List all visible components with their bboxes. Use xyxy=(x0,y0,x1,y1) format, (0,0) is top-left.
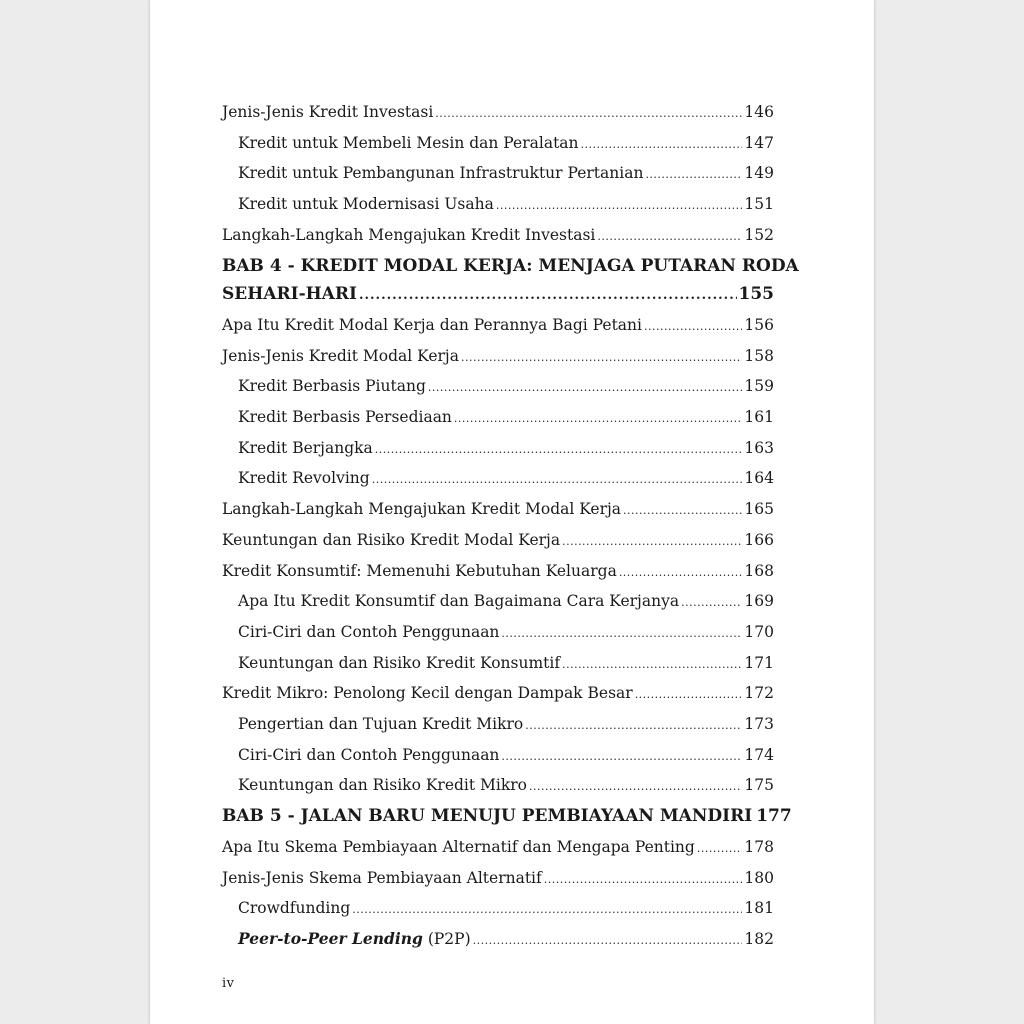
toc-entry-title xyxy=(238,925,471,954)
toc-entry-title: Kredit Berbasis Piutang xyxy=(238,377,426,396)
toc-entry-title: Kredit Revolving xyxy=(238,469,370,488)
dot-leader xyxy=(581,131,743,160)
toc-entry[interactable] xyxy=(222,403,774,434)
toc-entry-page: 166 xyxy=(744,530,774,549)
dot-leader xyxy=(644,313,742,342)
toc-entry-page: 158 xyxy=(744,346,774,365)
dot-leader xyxy=(544,866,743,895)
toc-entry-page: 170 xyxy=(744,622,774,641)
toc-chapter-4[interactable] xyxy=(222,280,774,311)
toc-entry[interactable] xyxy=(222,771,774,802)
dot-leader xyxy=(435,100,742,129)
toc-entry-page: 149 xyxy=(744,164,774,183)
toc-entry-title: Kredit Konsumtif: Memenuhi Kebutuhan Keluarga xyxy=(222,561,617,580)
dot-leader xyxy=(562,651,742,680)
toc-entry-page: 181 xyxy=(744,899,774,918)
dot-leader xyxy=(619,559,743,588)
toc-chapter-4-page: 155 xyxy=(738,284,774,305)
toc-entry-page: 178 xyxy=(744,837,774,856)
dot-leader xyxy=(454,405,742,434)
toc-entry[interactable] xyxy=(222,526,774,557)
toc-entry[interactable] xyxy=(222,557,774,588)
toc-block-chapter3-tail xyxy=(222,98,774,252)
toc-entry-title: Pengertian dan Tujuan Kredit Mikro xyxy=(238,715,524,734)
toc-entry[interactable] xyxy=(222,649,774,680)
toc-entry-title: Crowdfunding xyxy=(238,899,351,918)
toc-entry-title: Jenis-Jenis Kredit Modal Kerja xyxy=(222,346,459,365)
toc-entry[interactable] xyxy=(222,833,774,864)
p2p-italic-title: Peer-to-Peer Lending xyxy=(238,928,423,948)
dot-leader xyxy=(428,374,743,403)
dot-leader xyxy=(359,282,737,311)
toc-entry-page: 175 xyxy=(744,776,774,795)
dot-leader xyxy=(623,497,742,526)
toc-entry-title: Jenis-Jenis Skema Pembiayaan Alternatif xyxy=(222,868,542,887)
toc-chapter-4-line1: BAB 4 - KREDIT MODAL KERJA: MENJAGA PUTARAN RODA xyxy=(222,255,799,276)
dot-leader xyxy=(681,589,742,618)
toc-chapter-4-line2: SEHARI-HARI xyxy=(222,284,357,305)
toc-block-chapter5 xyxy=(222,833,774,925)
toc-entry-page: 146 xyxy=(744,103,774,121)
toc-entry-page: 159 xyxy=(744,377,774,396)
toc-entry-title: Kredit untuk Membeli Mesin dan Peralatan xyxy=(238,133,579,152)
toc-entry[interactable] xyxy=(222,710,774,741)
toc-entry-title: Langkah-Langkah Mengajukan Kredit Investasi xyxy=(222,225,596,244)
toc-entry-page: 174 xyxy=(744,745,774,764)
dot-leader xyxy=(501,743,742,772)
dot-leader xyxy=(529,773,742,802)
dot-leader xyxy=(597,223,742,252)
toc-entry[interactable] xyxy=(222,464,774,495)
toc-entry-title: Keuntungan dan Risiko Kredit Mikro xyxy=(238,776,527,795)
table-of-contents xyxy=(222,98,799,956)
toc-entry-page: 171 xyxy=(744,653,774,672)
toc-entry-page: 164 xyxy=(744,469,774,488)
toc-entry[interactable] xyxy=(222,495,774,526)
toc-entry-page: 151 xyxy=(744,195,774,214)
dot-leader xyxy=(473,927,743,956)
toc-entry-title: Ciri-Ciri dan Contoh Penggunaan xyxy=(238,745,500,764)
toc-chapter-5[interactable] xyxy=(222,802,792,833)
toc-entry-page: 169 xyxy=(744,592,774,611)
toc-entry[interactable] xyxy=(222,159,774,190)
toc-entry[interactable] xyxy=(222,618,774,649)
toc-entry[interactable] xyxy=(222,372,774,403)
toc-entry-page: 168 xyxy=(744,561,774,580)
dot-leader xyxy=(501,620,742,649)
toc-entry[interactable] xyxy=(222,587,774,618)
toc-entry-page: 152 xyxy=(744,225,774,244)
toc-entry-title: Kredit Mikro: Penolong Kecil dengan Dampak Besar xyxy=(222,684,633,703)
dot-leader xyxy=(375,436,743,465)
toc-entry-title: Apa Itu Kredit Konsumtif dan Bagaimana Cara Kerjanya xyxy=(238,592,680,611)
p2p-title-suffix: (P2P) xyxy=(422,929,471,948)
toc-entry[interactable] xyxy=(222,741,774,772)
toc-block-chapter4 xyxy=(222,311,774,802)
toc-entry[interactable] xyxy=(222,190,774,221)
dot-leader xyxy=(697,835,743,864)
toc-entry-title: Jenis-Jenis Kredit Investasi xyxy=(222,103,434,121)
toc-entry-title: Kredit Berbasis Persediaan xyxy=(238,408,452,427)
toc-entry-title: Apa Itu Skema Pembiayaan Alternatif dan Mengapa Penting xyxy=(222,837,695,856)
toc-entry[interactable] xyxy=(222,311,774,342)
toc-entry-title: Langkah-Langkah Mengajukan Kredit Modal Kerja xyxy=(222,500,622,519)
toc-entry[interactable] xyxy=(222,342,774,373)
toc-entry-p2p[interactable] xyxy=(222,925,774,956)
toc-entry[interactable] xyxy=(222,864,774,895)
toc-entry[interactable] xyxy=(222,129,774,160)
page-number: iv xyxy=(222,976,235,991)
toc-entry-page: 163 xyxy=(744,438,774,457)
dot-leader xyxy=(461,344,742,373)
dot-leader xyxy=(635,681,743,710)
toc-chapter-5-title: BAB 5 - JALAN BARU MENUJU PEMBIAYAAN MANDIRI xyxy=(222,806,753,827)
toc-entry-title: Keuntungan dan Risiko Kredit Modal Kerja xyxy=(222,530,561,549)
dot-leader xyxy=(496,192,743,221)
toc-chapter-5-page: 177 xyxy=(756,806,792,827)
toc-entry[interactable] xyxy=(222,894,774,925)
book-page xyxy=(150,0,874,1024)
toc-entry[interactable] xyxy=(222,434,774,465)
toc-entry[interactable] xyxy=(222,679,774,710)
dot-leader xyxy=(352,896,742,925)
toc-entry-title: Kredit Berjangka xyxy=(238,438,373,457)
toc-entry-title: Kredit untuk Modernisasi Usaha xyxy=(238,195,494,214)
toc-entry-title: Kredit untuk Pembangunan Infrastruktur Pertanian xyxy=(238,164,644,183)
dot-leader xyxy=(562,528,742,557)
dot-leader xyxy=(645,161,742,190)
toc-entry-title: Apa Itu Kredit Modal Kerja dan Perannya Bagi Petani xyxy=(222,315,642,334)
toc-entry[interactable] xyxy=(222,221,774,252)
toc-entry-page: 165 xyxy=(744,500,774,519)
toc-entry-title: Ciri-Ciri dan Contoh Penggunaan xyxy=(238,622,500,641)
toc-entry-page: 172 xyxy=(744,684,774,703)
toc-entry-page: 147 xyxy=(744,133,774,152)
toc-entry-title: Keuntungan dan Risiko Kredit Konsumtif xyxy=(238,653,561,672)
dot-leader xyxy=(525,712,742,741)
toc-entry-page: 156 xyxy=(744,315,774,334)
toc-entry-page: 161 xyxy=(744,408,774,427)
toc-entry-page: 173 xyxy=(744,715,774,734)
dot-leader xyxy=(372,466,743,495)
toc-entry-page: 182 xyxy=(744,929,774,948)
toc-entry[interactable] xyxy=(222,98,774,129)
toc-entry-page: 180 xyxy=(744,868,774,887)
